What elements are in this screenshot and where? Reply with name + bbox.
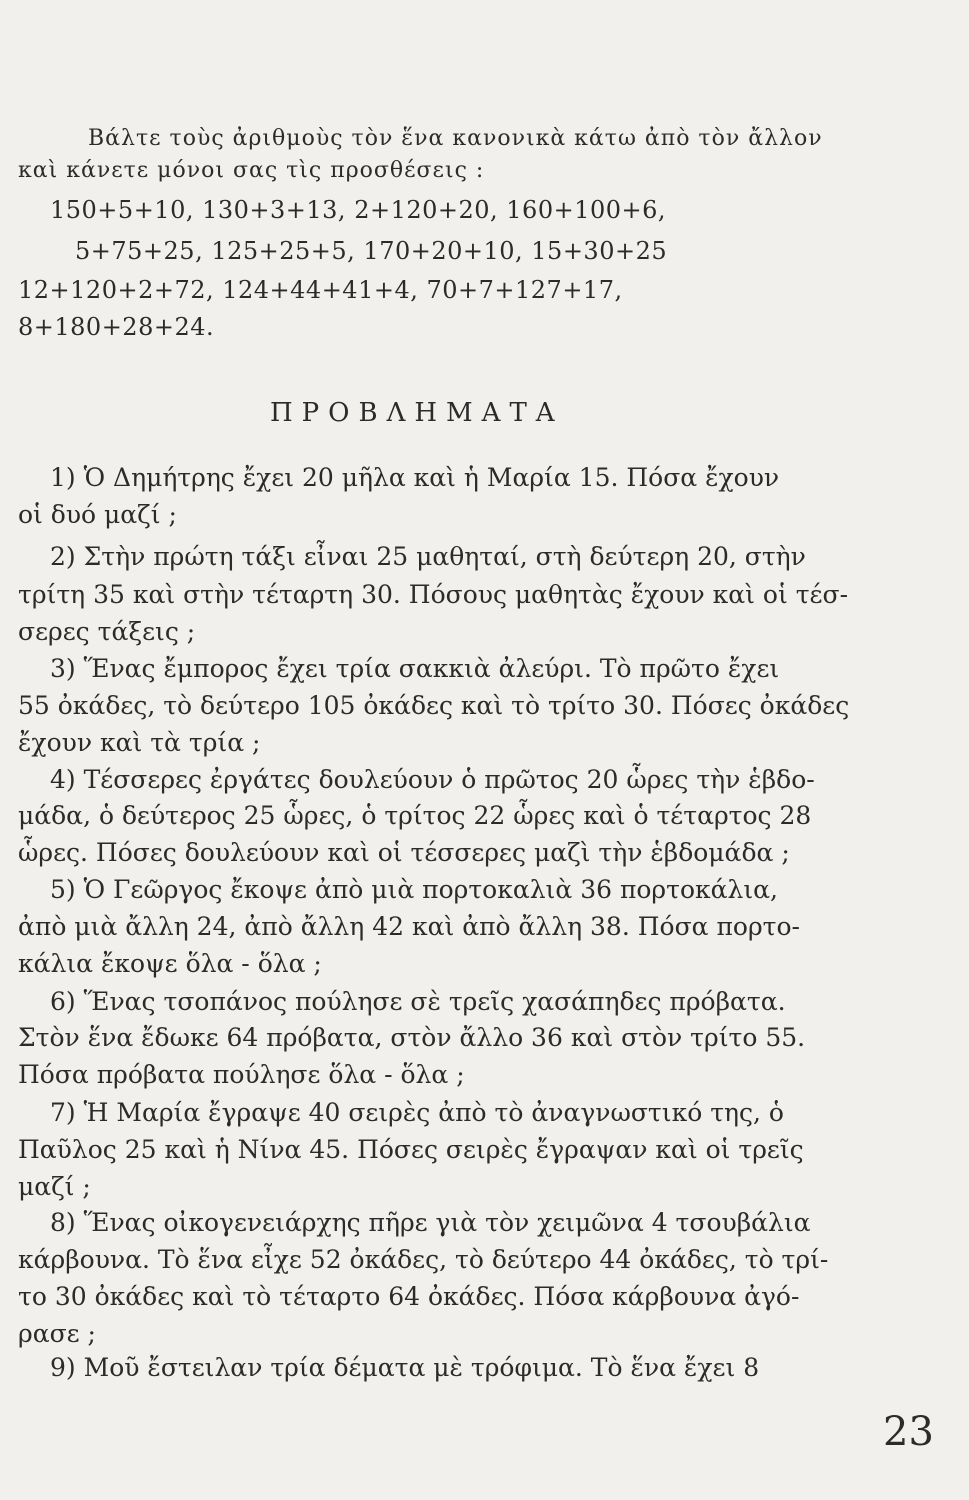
sum-line: 5+75+25, 125+25+5, 170+20+10, 15+30+25 <box>75 237 668 265</box>
problem-line: 7) Ἡ Μαρία ἔγραψε 40 σειρὲς ἀπὸ τὸ ἀναγνωστικό της, ὁ <box>50 1098 784 1127</box>
problem-line: τρίτη 35 καὶ στὴν τέταρτη 30. Πόσους μαθητὰς ἔχουν καὶ οἱ τέσ- <box>18 580 849 609</box>
problem-line: κάρβουνα. Τὸ ἕνα εἶχε 52 ὀκάδες, τὸ δεύτερο 44 ὀκάδες, τὸ τρί- <box>18 1245 829 1274</box>
problem-line: το 30 ὀκάδες καὶ τὸ τέταρτο 64 ὀκάδες. Πόσα κάρβουνα ἀγό- <box>18 1282 800 1311</box>
problem-line: κάλια ἔκοψε ὅλα - ὅλα ; <box>18 949 322 978</box>
problem-line: ὧρες. Πόσες δουλεύουν καὶ οἱ τέσσερες μαζὶ τὴν ἑβδομάδα ; <box>18 838 790 867</box>
problem-line: μάδα, ὁ δεύτερος 25 ὧρες, ὁ τρίτος 22 ὧρες καὶ ὁ τέταρτος 28 <box>18 801 812 830</box>
problem-line: 4) Τέσσερες ἐργάτες δουλεύουν ὁ πρῶτος 20 ὧρες τὴν ἑβδο- <box>50 765 815 794</box>
sum-line: 8+180+28+24. <box>18 313 215 341</box>
problem-line: Πόσα πρόβατα πούλησε ὅλα - ὅλα ; <box>18 1060 465 1089</box>
problem-line: 5) Ὁ Γεῶργος ἔκοψε ἀπὸ μιὰ πορτοκαλιὰ 36 πορτοκάλια, <box>50 875 778 904</box>
intro-line: καὶ κάνετε μόνοι σας τὶς προσθέσεις : <box>18 158 485 183</box>
problem-line: Στὸν ἕνα ἔδωκε 64 πρόβατα, στὸν ἄλλο 36 καὶ στὸν τρίτο 55. <box>18 1023 806 1052</box>
problem-line: ἀπὸ μιὰ ἄλλη 24, ἀπὸ ἄλλη 42 καὶ ἀπὸ ἄλλη 38. Πόσα πορτο- <box>18 912 800 941</box>
problem-line: ρασε ; <box>18 1319 96 1348</box>
problem-line: ἔχουν καὶ τὰ τρία ; <box>18 728 261 757</box>
problem-line: 8) Ἕνας οἰκογενειάρχης πῆρε γιὰ τὸν χειμῶνα 4 τσουβάλια <box>50 1208 811 1237</box>
problem-line: 55 ὀκάδες, τὸ δεύτερο 105 ὀκάδες καὶ τὸ τρίτο 30. Πόσες ὀκάδες <box>18 691 850 720</box>
problem-line: 6) Ἕνας τσοπάνος πούλησε σὲ τρεῖς χασάπηδες πρόβατα. <box>50 987 786 1016</box>
problem-line: σερες τάξεις ; <box>18 617 196 646</box>
sum-line: 12+120+2+72, 124+44+41+4, 70+7+127+17, <box>18 276 623 304</box>
problem-line: οἱ δυό μαζί ; <box>18 500 177 529</box>
problem-line: 2) Στὴν πρώτη τάξι εἶναι 25 μαθηταί, στὴ δεύτερη 20, στὴν <box>50 542 806 571</box>
problem-line: μαζί ; <box>18 1172 91 1201</box>
page-number: 23 <box>883 1409 934 1455</box>
section-heading: ΠΡΟΒΛΗΜΑΤΑ <box>270 398 564 428</box>
problem-line: 3) Ἕνας ἔμπορος ἔχει τρία σακκιὰ ἀλεύρι. Τὸ πρῶτο ἔχει <box>50 654 780 683</box>
problem-line: 9) Μοῦ ἔστειλαν τρία δέματα μὲ τρόφιμα. Τὸ ἕνα ἔχει 8 <box>50 1353 760 1382</box>
sum-line: 150+5+10, 130+3+13, 2+120+20, 160+100+6, <box>50 196 667 224</box>
problem-line: Παῦλος 25 καὶ ἡ Νίνα 45. Πόσες σειρὲς ἔγραψαν καὶ οἱ τρεῖς <box>18 1135 804 1164</box>
intro-line: Βάλτε τοὺς ἀριθμοὺς τὸν ἕνα κανονικὰ κάτω ἀπὸ τὸν ἄλλον <box>88 126 823 151</box>
problem-line: 1) Ὁ Δημήτρης ἔχει 20 μῆλα καὶ ἡ Μαρία 15. Πόσα ἔχουν <box>50 463 780 492</box>
